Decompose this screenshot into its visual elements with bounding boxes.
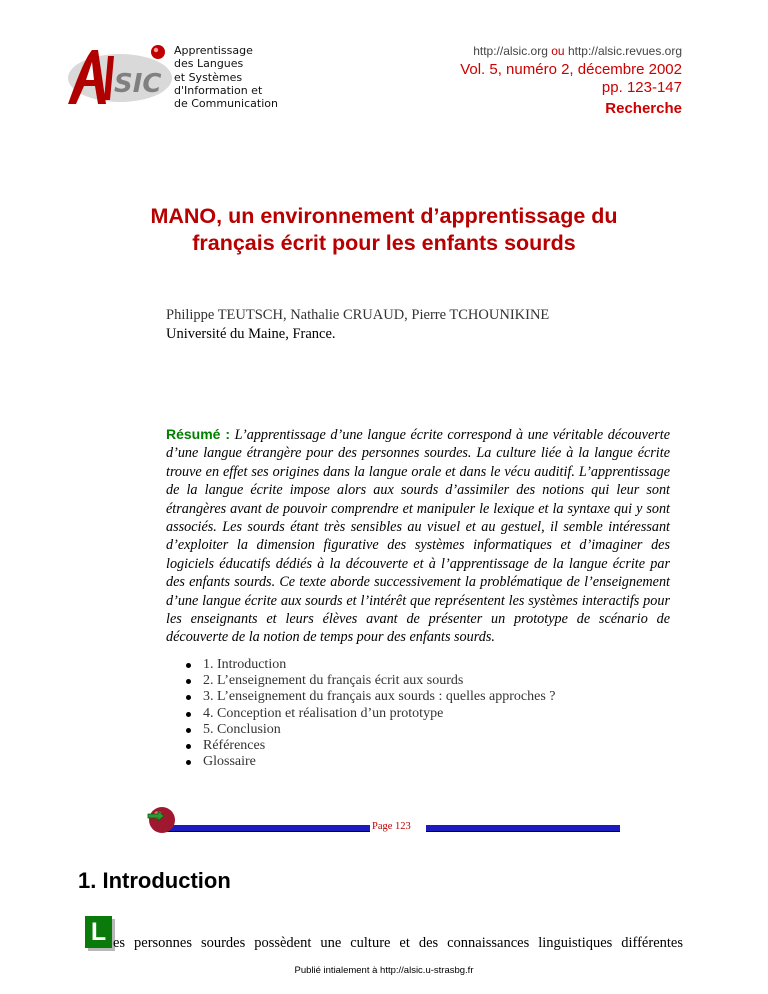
dropcap-letter: L <box>85 916 112 948</box>
author-names: Philippe TEUTSCH, Nathalie CRUAUD, Pierre TCHOUNIKINE <box>166 307 550 323</box>
alsic-logo <box>62 42 172 108</box>
abstract <box>166 425 670 647</box>
title-line: français écrit pour les enfants sourds <box>192 231 576 255</box>
logo-line: d'Information et <box>174 83 263 97</box>
article-category: Recherche <box>605 100 682 117</box>
toc-link-references[interactable]: Références <box>186 738 556 754</box>
separator-bar-left <box>166 825 370 832</box>
page-range: pp. 123-147 <box>601 79 682 96</box>
journal-urls <box>460 44 682 58</box>
abstract-label: Résumé : <box>166 426 231 442</box>
toc-link-glossaire[interactable]: Glossaire <box>186 754 556 770</box>
url-separator: ou <box>551 44 565 58</box>
table-of-contents <box>186 657 556 770</box>
volume-info: Vol. 5, numéro 2, décembre 2002 <box>460 61 682 78</box>
toc-link-approches[interactable]: 3. L’enseignement du français aux sourds : quelles approches ? <box>186 689 556 705</box>
authors-block <box>166 306 549 344</box>
logo-line: Apprentissage <box>174 44 253 57</box>
logo-line: des Langues <box>174 57 244 71</box>
logo-line: de Communication <box>174 97 278 111</box>
logo-line: et Systèmes <box>174 70 243 84</box>
title-line: MANO, un environnement d’apprentissage du <box>150 204 618 228</box>
page-number: Page 123 <box>372 821 411 832</box>
journal-header <box>460 44 682 117</box>
toc-link-enseignement-ecrit[interactable]: 2. L’enseignement du français écrit aux sourds <box>186 673 556 689</box>
logo-text <box>174 44 278 110</box>
page-separator <box>146 804 626 836</box>
toc-link-prototype[interactable]: 4. Conception et réalisation d’un prototype <box>186 706 556 722</box>
article-title <box>0 203 768 257</box>
footer-note: Publié intialement à http://alsic.u-strasbg.fr <box>294 965 474 976</box>
abstract-text: L’apprentissage d’une langue écrite correspond à une véritable découverte d’une langue étrangère pour des personnes sourdes. La culture liée à la langue écrite trouve en effet ses origines dans la langue orale et dans le vécu auditif. L’apprentissage de la langue écrite impose alors aux sourds d’assimiler des notions qui leur sont étrangères avant de pouvoir comprendre et manipuler le lexique et la syntaxe qui y sont associés. Les sourds étant très sensibles au visuel et au gestuel, il semble intéressant d’exploiter la dimension figurative des systèmes informatiques et d’imaginer des logiciels éducatifs dédiés à la découverte et à l’apprentissage de la langue écrite par des enfants sourds. Ce texte aborde successivement la problématique de l’enseignement d’une langue écrite aux sourds et l’intérêt que représentent les systèmes interactifs pour les enseignants et leurs élèves avant de présenter un prototype de scénario de découverte de la notion de temps pour des enfants sourds. <box>166 427 671 646</box>
toc-link-conclusion[interactable]: 5. Conclusion <box>186 722 556 738</box>
url-primary-link[interactable]: http://alsic.org <box>473 44 548 58</box>
section-heading: 1. Introduction <box>78 868 231 893</box>
toc-link-introduction[interactable]: 1. Introduction <box>186 657 556 673</box>
affiliation: Université du Maine, France. <box>166 326 336 342</box>
separator-bar-right <box>426 825 620 832</box>
body-first-line: es personnes sourdes possèdent une culture et des connaissances linguistiques différentes <box>113 935 683 951</box>
svg-text:SIC: SIC <box>114 69 162 99</box>
url-secondary-link[interactable]: http://alsic.revues.org <box>567 44 682 58</box>
arrow-ball-icon[interactable] <box>146 804 178 834</box>
